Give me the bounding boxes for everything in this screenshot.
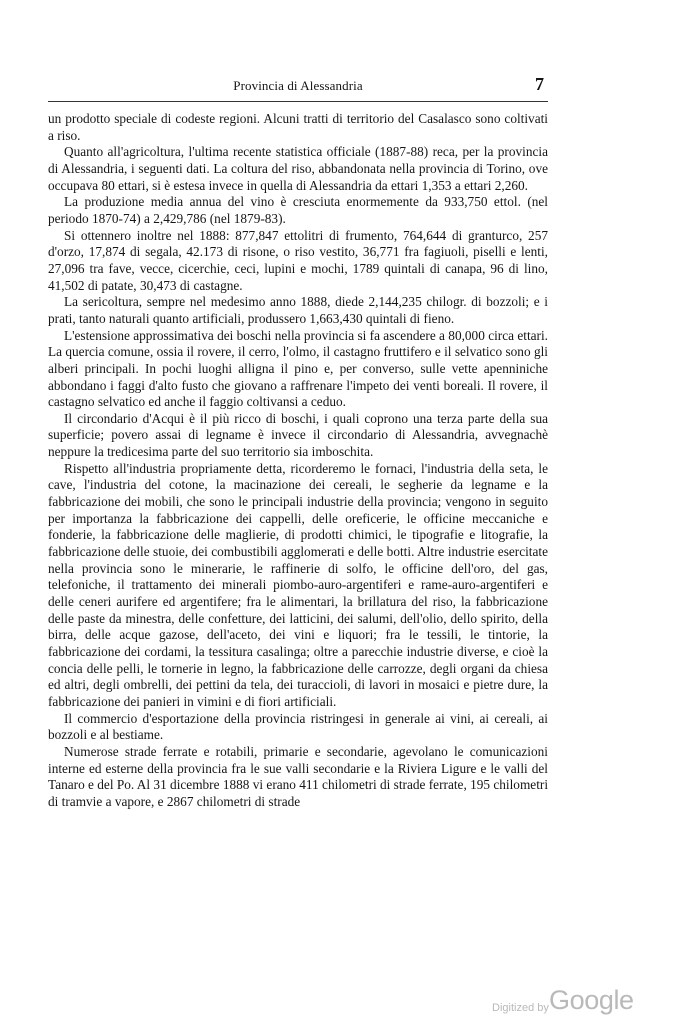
body-text: [48, 111, 548, 811]
paragraph-industry: Rispetto all'industria propriamente detta, ricorderemo le fornaci, l'industria della seta, le cave, l'industria del cotone, la macinazione dei cereali, le segherie da legname e la fabbricazione dei mobili, che sono le principali industrie della provincia; vengono in seguito per importanza la fabbricazione dei cappelli, delle oreficerie, le officine meccaniche e fonderie, la fabbricazione delle maglierie, di prodotti chimici, le tipografie e litografie, la fabbricazione delle stuoie, dei combustibili agglomerati e delle botti. Altre industrie esercitate nella provincia sono le minerarie, le raffinerie di solfo, le officine dell'oro, del gas, telefoniche, il trattamento dei minerali piombo-auro-argentiferi e rame-auro-argentiferi e delle ceneri aurifere ed argentifere; fra le alimentari, la brillatura del riso, la fabbricazione delle paste da minestra, delle confetture, dei latticini, dei salumi, dell'olio, dello spirito, della birra, delle acque gazose, dell'aceto, dei vini e liquori; fra le tessili, le tintorie, la fabbricazione dei cordami, la tessitura casalinga; oltre a parecchie industrie diverse, e cioè la concia delle pelli, le tornerie in legno, la fabbricazione delle carrozze, degli organi da chiesa ed altri, degli ombrelli, dei pettini da tela, dei turaccioli, di lavori in mosaici e pietre dure, la fabbricazione dei panieri in vimini e di fiori artificiali.: [48, 460, 548, 709]
header-rule: [48, 101, 548, 102]
watermark-prefix: Digitized by: [492, 1002, 549, 1014]
running-header: [48, 74, 548, 100]
paragraph-harvest-1888: Si ottennero inoltre nel 1888: 877,847 ettolitri di frumento, 764,644 di granturco, 257 d'orzo, 17,874 di segala, 42.173 di risone, o riso vestito, 36,771 fra fagiuoli, piselli e lenti, 27,096 tra fave, vecce, cicerchie, ceci, lupini e mochi, 1789 quintali di canapa, 96 di lino, 41,502 di patate, 30,473 di castagne.: [48, 227, 548, 293]
paragraph-wine-production: La produzione media annua del vino è cresciuta enormemente da 933,750 ettol. (nel periodo 1870-74) a 2,429,786 (nel 1879-83).: [48, 194, 548, 226]
paragraph-sericulture: La sericoltura, sempre nel medesimo anno 1888, diede 2,144,235 chilogr. di bozzoli; e i prati, tanto naturali quanto artificiali, produssero 1,663,430 quintali di fieno.: [48, 294, 548, 326]
google-logo: Google: [549, 985, 634, 1015]
paragraph-forests: L'estensione approssimativa dei boschi nella provincia si fa ascendere a 80,000 circa ettari. La quercia comune, ossia il rovere, il cerro, l'olmo, il castagno fruttifero e il selvatico sono gli alberi principali. In pochi luoghi alligna il pino e, per converso, sulle vette apenniniche abbondano i faggi d'alto fusto che giovano a raffrenare l'impeto dei venti boreali. Il rovere, il castagno selvatico ed anche il faggio coltivansi a ceduo.: [48, 327, 548, 410]
paragraph-acqui-forests: Il circondario d'Acqui è il più ricco di boschi, i quali coprono una terza parte della sua superficie; povero assai di legname è invece il circondario di Alessandria, avvegnachè neppure la tredicesima parte del suo territorio sia imboschita.: [48, 410, 548, 460]
paragraph-export-trade: Il commercio d'esportazione della provincia ristringesi in generale ai vini, ai cereali, ai bozzoli e al bestiame.: [48, 710, 548, 743]
running-title: Provincia di Alessandria: [233, 78, 363, 93]
paragraph-continuation: un prodotto speciale di codeste regioni. Alcuni tratti di territorio del Casalasco sono coltivati a riso.: [48, 111, 548, 143]
page-number: 7: [535, 74, 544, 94]
paragraph-agriculture: Quanto all'agricoltura, l'ultima recente statistica officiale (1887-88) reca, per la provincia di Alessandria, i seguenti dati. La coltura del riso, abbandonata nella provincia di Torino, ove occupava 80 ettari, si è estesa invece in quella di Alessandria da ettari 1,353 a ettari 2,260.: [48, 144, 548, 193]
paragraph-communications: Numerose strade ferrate e rotabili, primarie e secondarie, agevolano le comunicazioni interne ed esterne della provincia fra le sue valli secondarie e la Riviera Ligure e le valli del Tanaro e del Po. Al 31 dicembre 1888 vi erano 411 chilometri di strade ferrate, 195 chilometri di tramvie a vapore, e 2867 chilometri di strade: [48, 743, 549, 809]
digitized-by-google-watermark: [492, 987, 642, 1019]
